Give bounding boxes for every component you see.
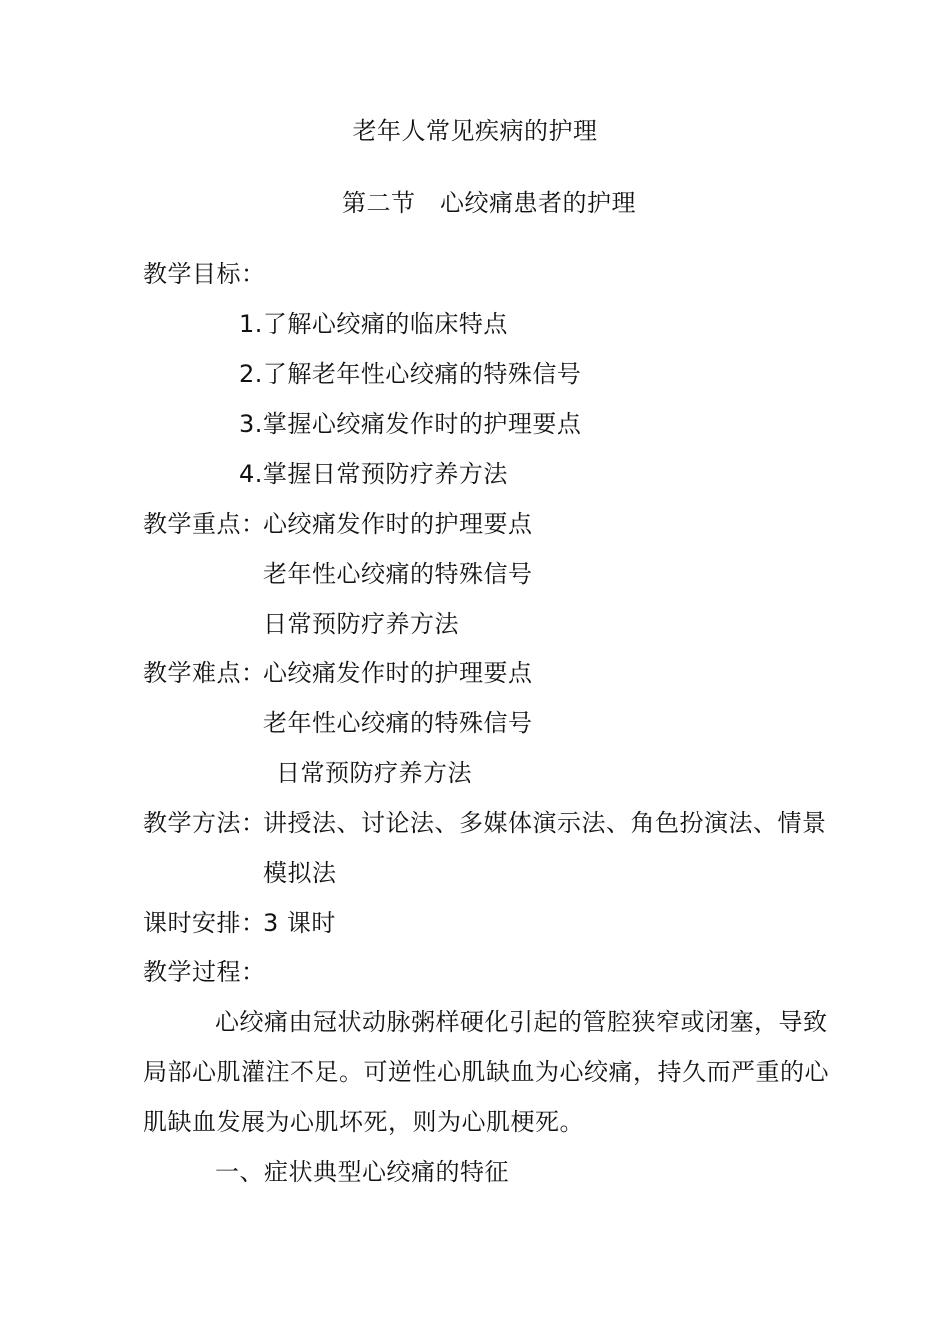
subheading: 一、症状典型心绞痛的特征 <box>215 1158 509 1186</box>
key-point-item: 日常预防疗养方法 <box>263 610 459 638</box>
objective-item: 2.了解老年性心绞痛的特殊信号 <box>239 360 582 388</box>
difficult-points-label: 教学难点： <box>143 659 266 687</box>
objective-item: 3.掌握心绞痛发作时的护理要点 <box>239 410 582 438</box>
paragraph-line: 局部心肌灌注不足。可逆性心肌缺血为心绞痛，持久而严重的心 <box>143 1058 829 1086</box>
paragraph-line: 心绞痛由冠状动脉粥样硬化引起的管腔狭窄或闭塞，导致 <box>215 1008 828 1036</box>
schedule-value: 3 课时 <box>263 909 336 937</box>
method-label: 教学方法： <box>143 809 266 837</box>
section-title: 第二节 心绞痛患者的护理 <box>342 189 636 217</box>
difficult-point-item: 老年性心绞痛的特殊信号 <box>263 709 533 737</box>
difficult-point-item: 日常预防疗养方法 <box>276 759 472 787</box>
process-label: 教学过程： <box>143 958 266 986</box>
difficult-point-item: 心绞痛发作时的护理要点 <box>263 659 533 687</box>
key-point-item: 心绞痛发作时的护理要点 <box>263 510 533 538</box>
objective-item: 1.了解心绞痛的临床特点 <box>239 310 508 338</box>
key-points-label: 教学重点： <box>143 510 266 538</box>
objective-item: 4.掌握日常预防疗养方法 <box>239 460 508 488</box>
method-line: 讲授法、讨论法、多媒体演示法、角色扮演法、情景 <box>263 809 827 837</box>
objectives-label: 教学目标： <box>143 260 266 288</box>
method-line: 模拟法 <box>263 859 337 887</box>
document-title: 老年人常见疾病的护理 <box>352 117 598 145</box>
key-point-item: 老年性心绞痛的特殊信号 <box>263 560 533 588</box>
paragraph-line: 肌缺血发展为心肌坏死，则为心肌梗死。 <box>143 1108 584 1136</box>
schedule-label: 课时安排： <box>143 909 266 937</box>
